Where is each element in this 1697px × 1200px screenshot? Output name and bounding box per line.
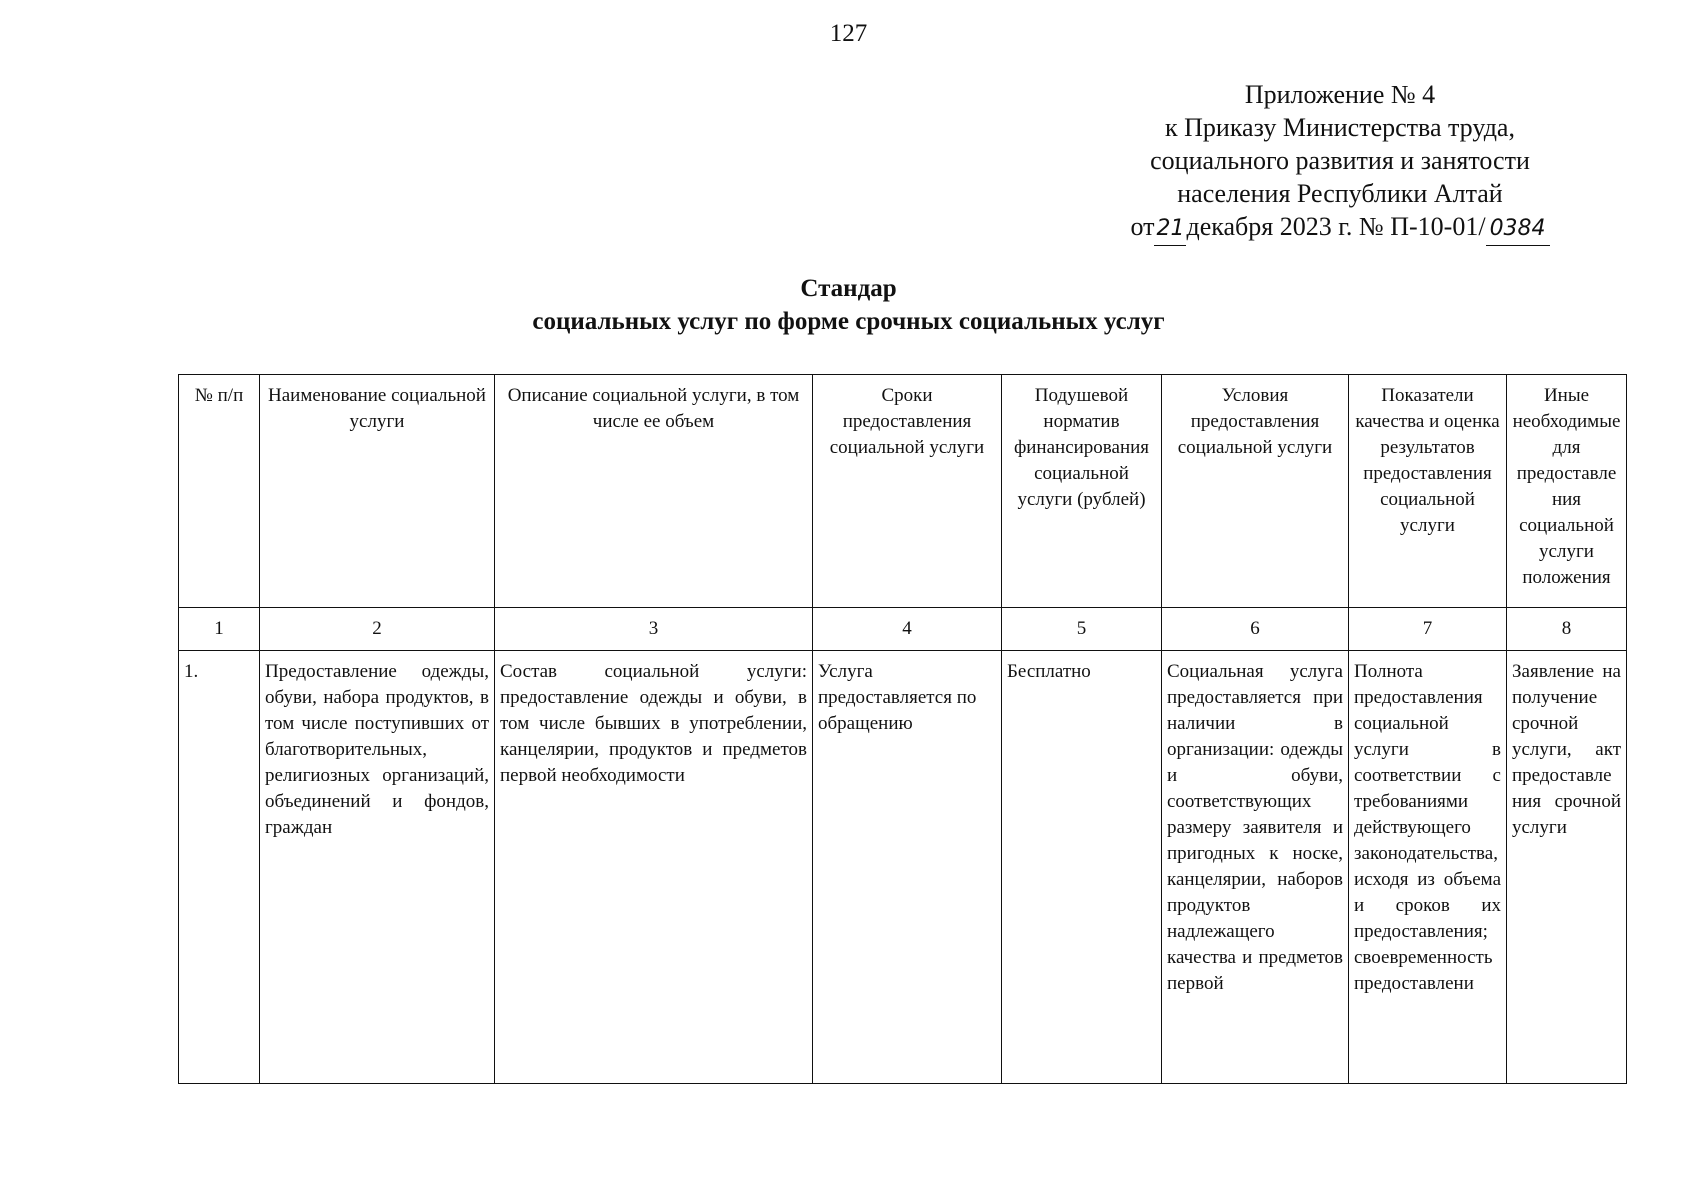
service-name-cell: Предоставление одежды, обуви, набора продуктов, в том числе поступивших от благотворительных, религиозных организаций, объединений и фондов, граждан [260,651,495,1084]
service-other-cell: Заявление на получение срочной услуги, акт предоставления срочной услуги [1507,651,1627,1084]
table-column-numbers-row [179,608,1627,651]
service-description-cell: Состав социальной услуги: предоставление одежды и обуви, в том числе бывших в употреблении, канцелярии, продуктов и предметов первой необходимости [495,651,813,1084]
column-number-cell: 3 [495,608,813,651]
header-cell-name: Наименование социальной услуги [260,375,495,608]
appendix-line-1: Приложение № 4 [1244,80,1436,109]
header-cell-conditions: Условия предоставления социальной услуги [1162,375,1349,608]
appendix-line-2: к Приказу Министерства труда, [1165,113,1515,142]
title-line-1: Стандар [800,275,897,302]
title-line-2: социальных услуг по форме срочных социальных услуг [532,308,1165,335]
column-number-cell: 7 [1349,608,1507,651]
appendix-line-4: населения Республики Алтай [1177,179,1503,208]
service-conditions-cell: Социальная услуга предоставляется при наличии в организации: одежды и обуви, соответствующих размеру заявителя и пригодных к носке, канцелярии, наборов продуктов надлежащего качества и предметов первой [1162,651,1349,1084]
service-financing-cell: Бесплатно [1002,651,1162,1084]
handwritten-order-number: 0384 [1486,212,1550,246]
service-quality-cell: Полнота предоставления социальной услуги в соответствии с требованиями действующего законодательства, исходя из объема и сроков их предоставления; своевременность предоставлени [1349,651,1507,1084]
column-number-cell: 4 [813,608,1002,651]
date-rest: декабря 2023 г. № П-10-01/ [1186,212,1486,241]
header-cell-description: Описание социальной услуги, в том числе ее объем [495,375,813,608]
table-row [179,651,1627,1084]
header-cell-quality: Показатели качества и оценка результатов предоставления социальной услуги [1349,375,1507,608]
service-terms-cell: Услуга предоставляется по обращению [813,651,1002,1084]
table-header-row [179,375,1627,608]
services-standard-table [178,374,1627,1084]
column-number-cell: 5 [1002,608,1162,651]
header-cell-terms: Сроки предоставления социальной услуги [813,375,1002,608]
date-prefix: от [1130,212,1155,241]
header-cell-other: Иные необходимые для предоставления социальной услуги положения [1507,375,1627,608]
appendix-line-3: социального развития и занятости [1150,146,1530,175]
page-number: 127 [829,20,868,47]
row-number-cell: 1. [179,651,260,1084]
column-number-cell: 1 [179,608,260,651]
column-number-cell: 2 [260,608,495,651]
appendix-date-line [1100,210,1580,246]
appendix-block [1100,78,1580,246]
header-cell-number: № п/п [179,375,260,608]
document-title [0,272,1697,338]
column-number-cell: 6 [1162,608,1349,651]
column-number-cell: 8 [1507,608,1627,651]
header-cell-financing: Подушевой норматив финансирования социальной услуги (рублей) [1002,375,1162,608]
handwritten-day: 21 [1154,212,1186,246]
